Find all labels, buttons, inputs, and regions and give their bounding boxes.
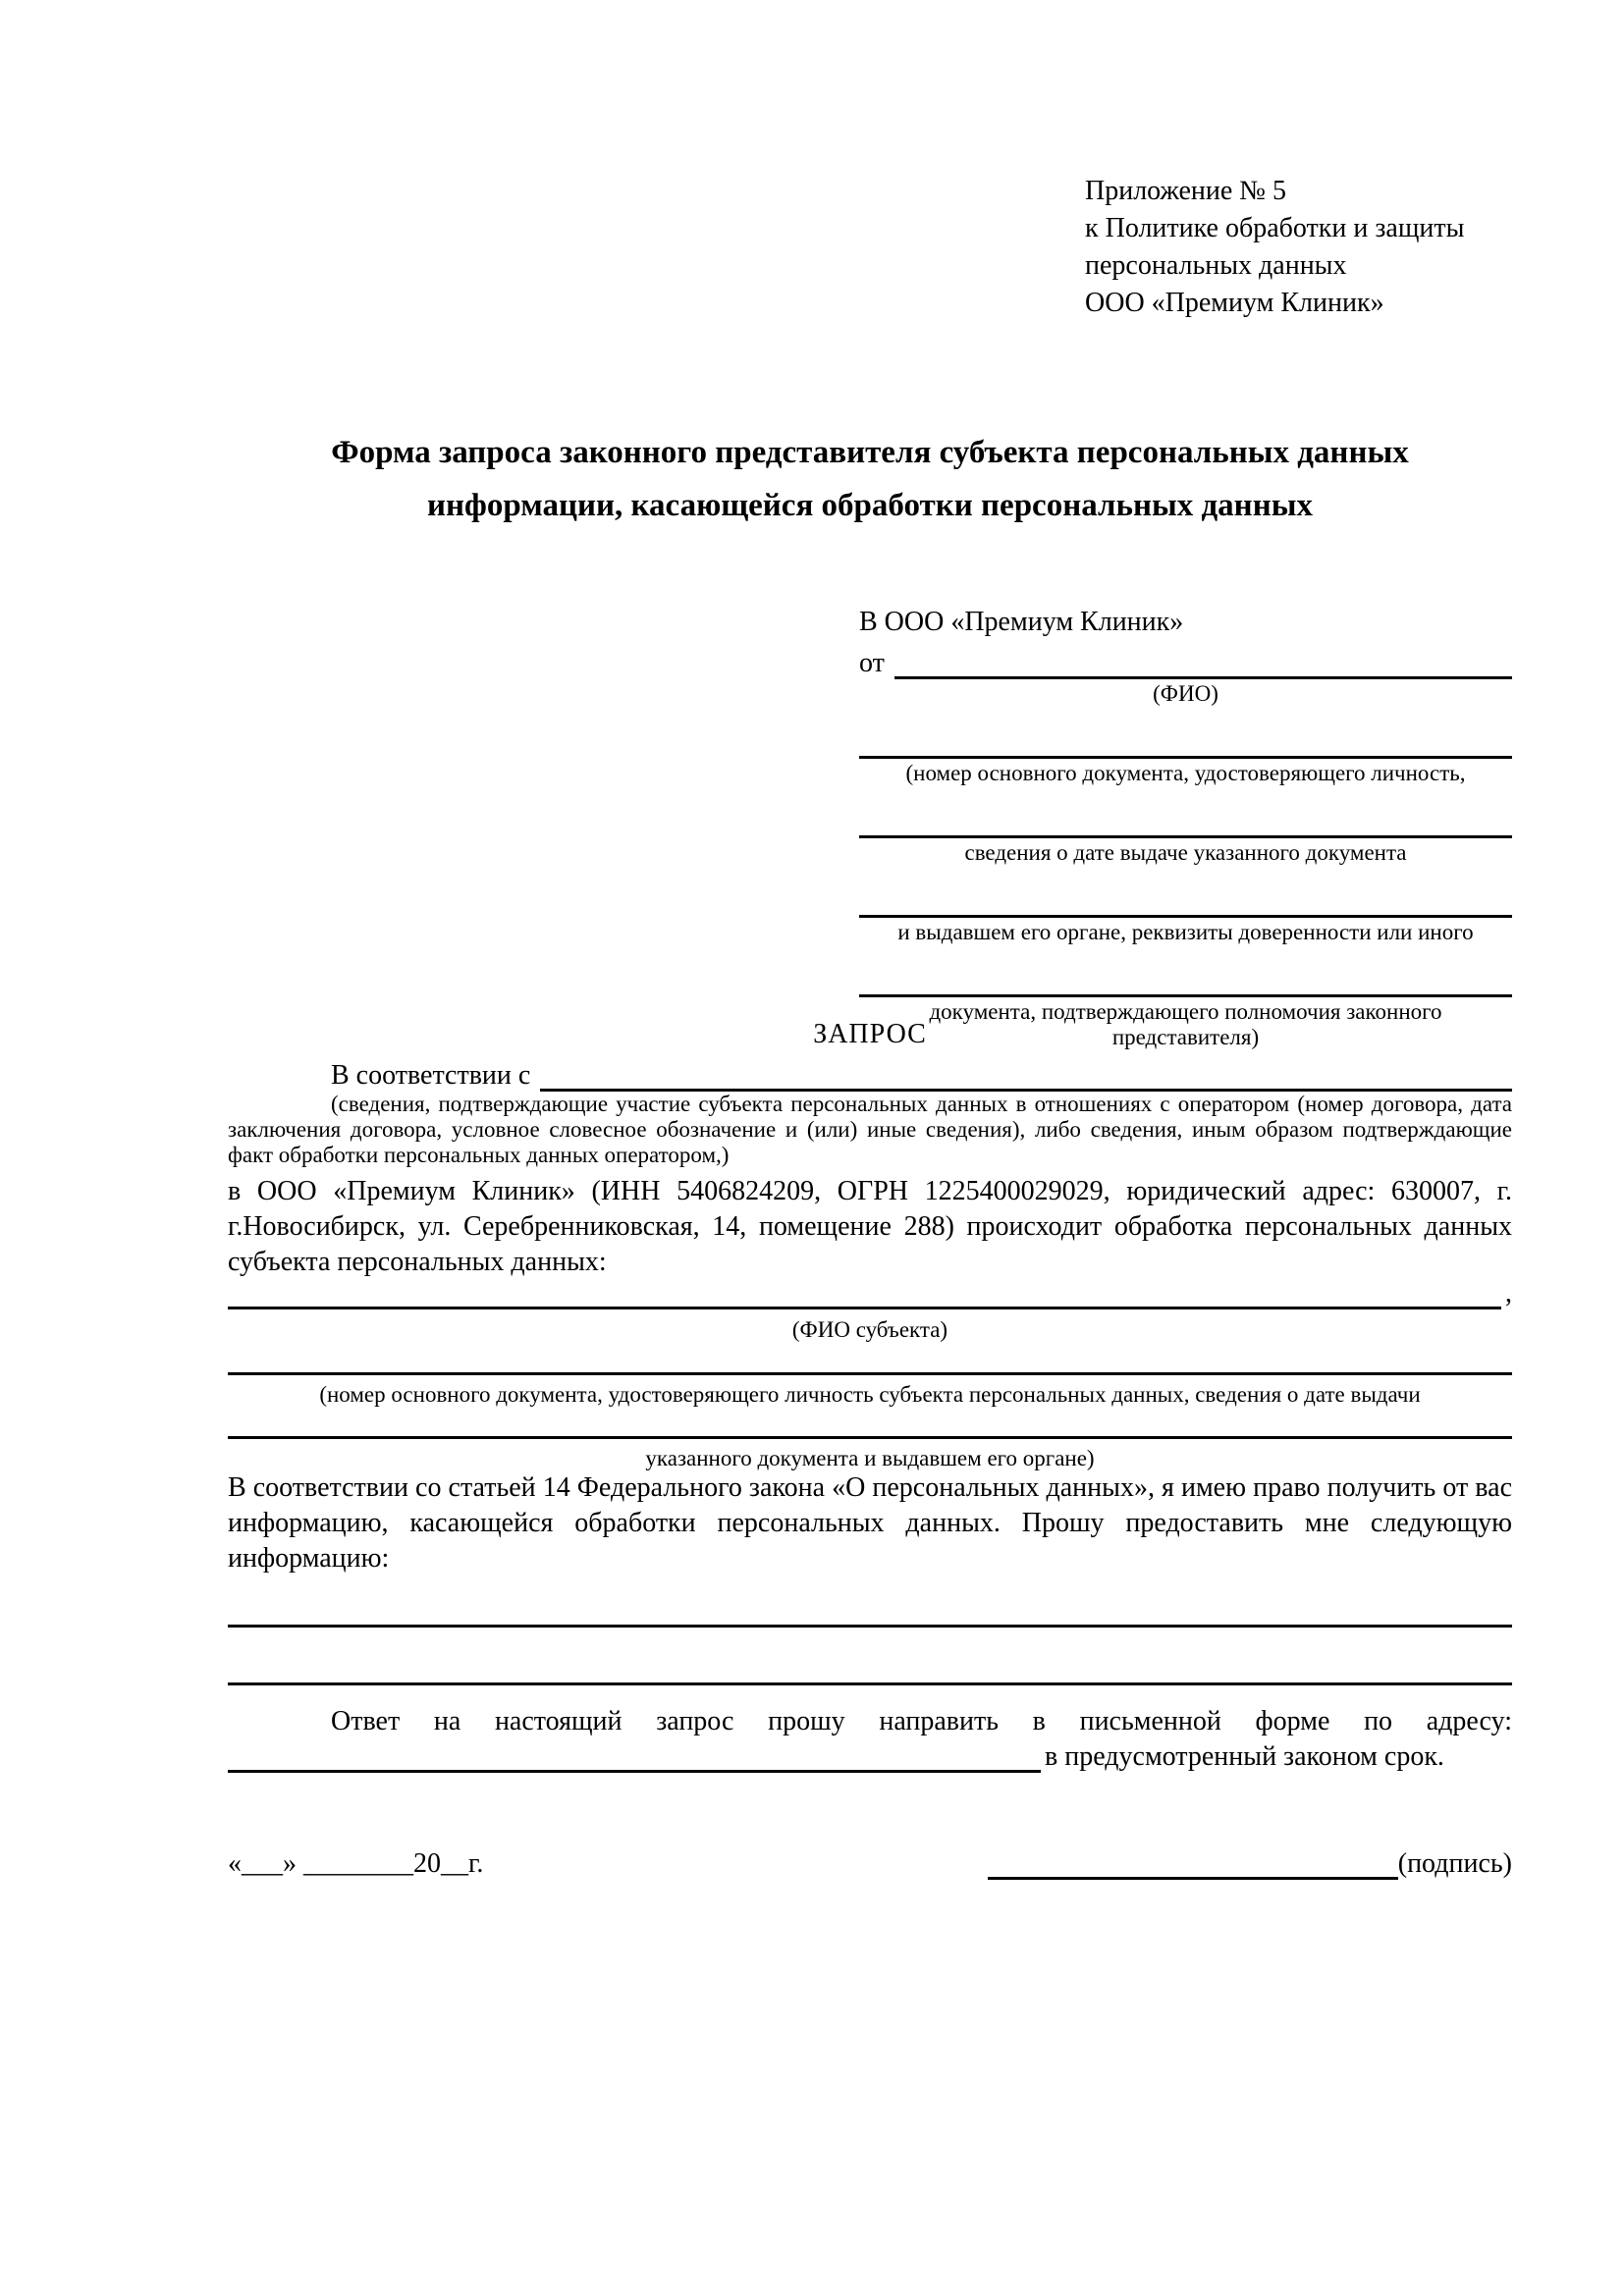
- information-fill-line: [228, 1599, 1512, 1628]
- representative-doc-fill-line: [859, 889, 1512, 918]
- representative-doc-caption: (номер основного документа, удостоверяющего личность,: [905, 761, 1466, 785]
- appendix-header-line: ООО «Премиум Клиник»: [1085, 288, 1384, 318]
- law-paragraph: В соответствии со статьей 14 Федерального закона «О персональных данных», я имею право получить от вас информацию, касающейся обработки персональных данных. Прошу предоставить мне следующую информацию:: [228, 1472, 1512, 1574]
- representative-doc-fill-line: [859, 810, 1512, 838]
- subject-doc-fill-line: [228, 1347, 1512, 1375]
- intro-label: В соответствии с: [331, 1060, 531, 1091]
- representative-doc-caption: и выдавшем его органе, реквизиты доверенности или иного: [897, 920, 1474, 944]
- appendix-header: [1085, 173, 1464, 322]
- addressee-to: В ООО «Премиум Клиник»: [859, 607, 1184, 637]
- representative-doc-fill-line: [859, 730, 1512, 759]
- intro-row: [228, 1058, 1512, 1092]
- appendix-header-line: персональных данных: [1085, 250, 1347, 281]
- signature-fill-line: [988, 1847, 1398, 1880]
- reply-address-row: [228, 1739, 1512, 1773]
- subject-fio-fill-line: [228, 1307, 1501, 1309]
- basis-caption: (сведения, подтверждающие участие субъекта персональных данных в отношениях с оператором (номер договора, дата заключения договора, условное словесное обозначение и (или) иные сведения), либо сведения, иным образом подтверждающие факт обработки персональных данных оператором,): [228, 1092, 1512, 1167]
- trailing-comma: ,: [1505, 1278, 1512, 1308]
- representative-doc-caption: сведения о дате выдаче указанного документа: [964, 840, 1407, 865]
- subject-doc-caption: (номер основного документа, удостоверяющего личность субъекта персональных данных, сведения о дате выдачи: [319, 1382, 1421, 1407]
- representative-doc-fill-line: [859, 969, 1512, 997]
- representative-fio-fill-line: [894, 676, 1512, 679]
- subject-fio-caption: (ФИО субъекта): [791, 1317, 948, 1342]
- document-title-line: информации, касающейся обработки персональных данных: [427, 488, 1313, 523]
- signature-caption: (подпись): [1397, 1848, 1512, 1879]
- appendix-header-line: к Политике обработки и защиты: [1085, 213, 1465, 243]
- addressee-block: [859, 607, 1512, 1050]
- representative-doc-caption: документа, подтверждающего полномочия законного представителя): [929, 999, 1442, 1049]
- signature-group: [988, 1847, 1512, 1880]
- reply-paragraph: Ответ на настоящий запрос прошу направить в письменной форме по адресу:: [331, 1706, 1512, 1736]
- reply-tail: в предусмотренный законом срок.: [1045, 1741, 1444, 1772]
- subject-fio-row: [228, 1276, 1512, 1309]
- address-fill-line: [228, 1740, 1041, 1773]
- date-signature-row: [228, 1847, 1512, 1880]
- subject-doc-caption: указанного документа и выдавшем его органе): [645, 1446, 1095, 1470]
- from-label: от: [859, 648, 885, 678]
- document-title-line: Форма запроса законного представителя субъекта персональных данных: [331, 435, 1409, 470]
- request-heading: ЗАПРОС: [813, 1019, 927, 1049]
- date-line: «___» ________20__г.: [228, 1848, 484, 1879]
- information-fill-line: [228, 1657, 1512, 1685]
- document-title: [228, 426, 1512, 532]
- fio-caption: (ФИО): [1153, 681, 1218, 706]
- operator-paragraph: в ООО «Премиум Клиник» (ИНН 5406824209, ОГРН 1225400029029, юридический адрес: 630007, г. г.Новосибирск, ул. Серебренниковская, 14, помещение 288) происходит обработка персональных данных субъекта персональных данных:: [228, 1176, 1512, 1277]
- appendix-header-line: Приложение № 5: [1085, 176, 1286, 206]
- from-row: [859, 646, 1512, 679]
- subject-doc-fill-line: [228, 1411, 1512, 1439]
